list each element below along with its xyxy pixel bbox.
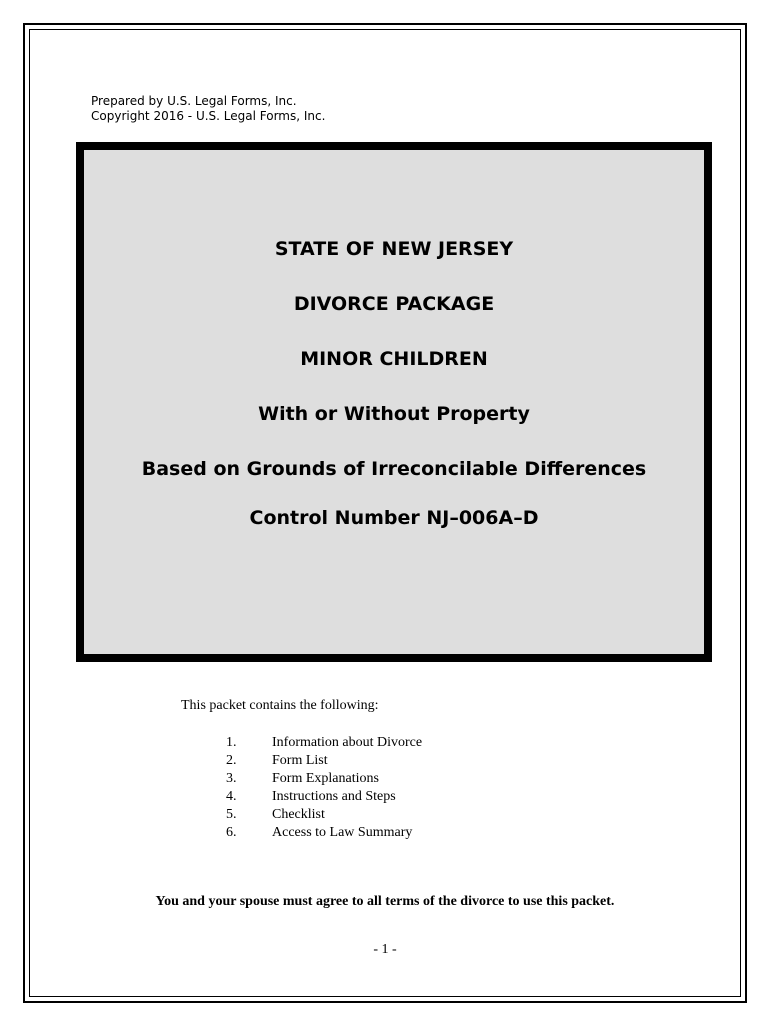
list-item-number: 4. [226, 789, 237, 804]
agreement-notice: You and your spouse must agree to all terms of the divorce to use this packet. [155, 894, 615, 909]
copyright-text: Copyright 2016 - U.S. Legal Forms, Inc. [91, 109, 326, 123]
list-item [226, 788, 422, 806]
list-item-number: 5. [226, 807, 237, 822]
list-item-label: Instructions and Steps [272, 789, 396, 804]
list-item-number: 3. [226, 771, 237, 786]
list-item-number: 6. [226, 825, 237, 840]
list-item-number: 1. [226, 735, 237, 750]
list-item-label: Information about Divorce [272, 735, 423, 750]
list-item [226, 734, 422, 752]
contents-intro: This packet contains the following: [181, 698, 379, 713]
list-item [226, 752, 422, 770]
control-number: Control Number NJ–006A–D [249, 507, 539, 529]
property-title: With or Without Property [258, 403, 530, 425]
package-title: DIVORCE PACKAGE [293, 293, 495, 315]
list-item [226, 770, 422, 788]
list-item-number: 2. [226, 753, 237, 768]
list-item-label: Form Explanations [272, 771, 379, 786]
children-title: MINOR CHILDREN [300, 348, 488, 370]
prepared-by-text: Prepared by U.S. Legal Forms, Inc. [91, 94, 297, 108]
grounds-title: Based on Grounds of Irreconcilable Differences [141, 458, 647, 480]
title-box [76, 142, 712, 662]
contents-list [226, 734, 422, 842]
list-item-label: Form List [272, 753, 328, 768]
state-title: STATE OF NEW JERSEY [274, 238, 514, 260]
prepared-by-block [91, 94, 325, 124]
list-item [226, 806, 422, 824]
page-number: - 1 - [373, 942, 397, 957]
list-item-label: Access to Law Summary [272, 825, 413, 840]
list-item [226, 824, 422, 842]
list-item-label: Checklist [272, 807, 325, 822]
